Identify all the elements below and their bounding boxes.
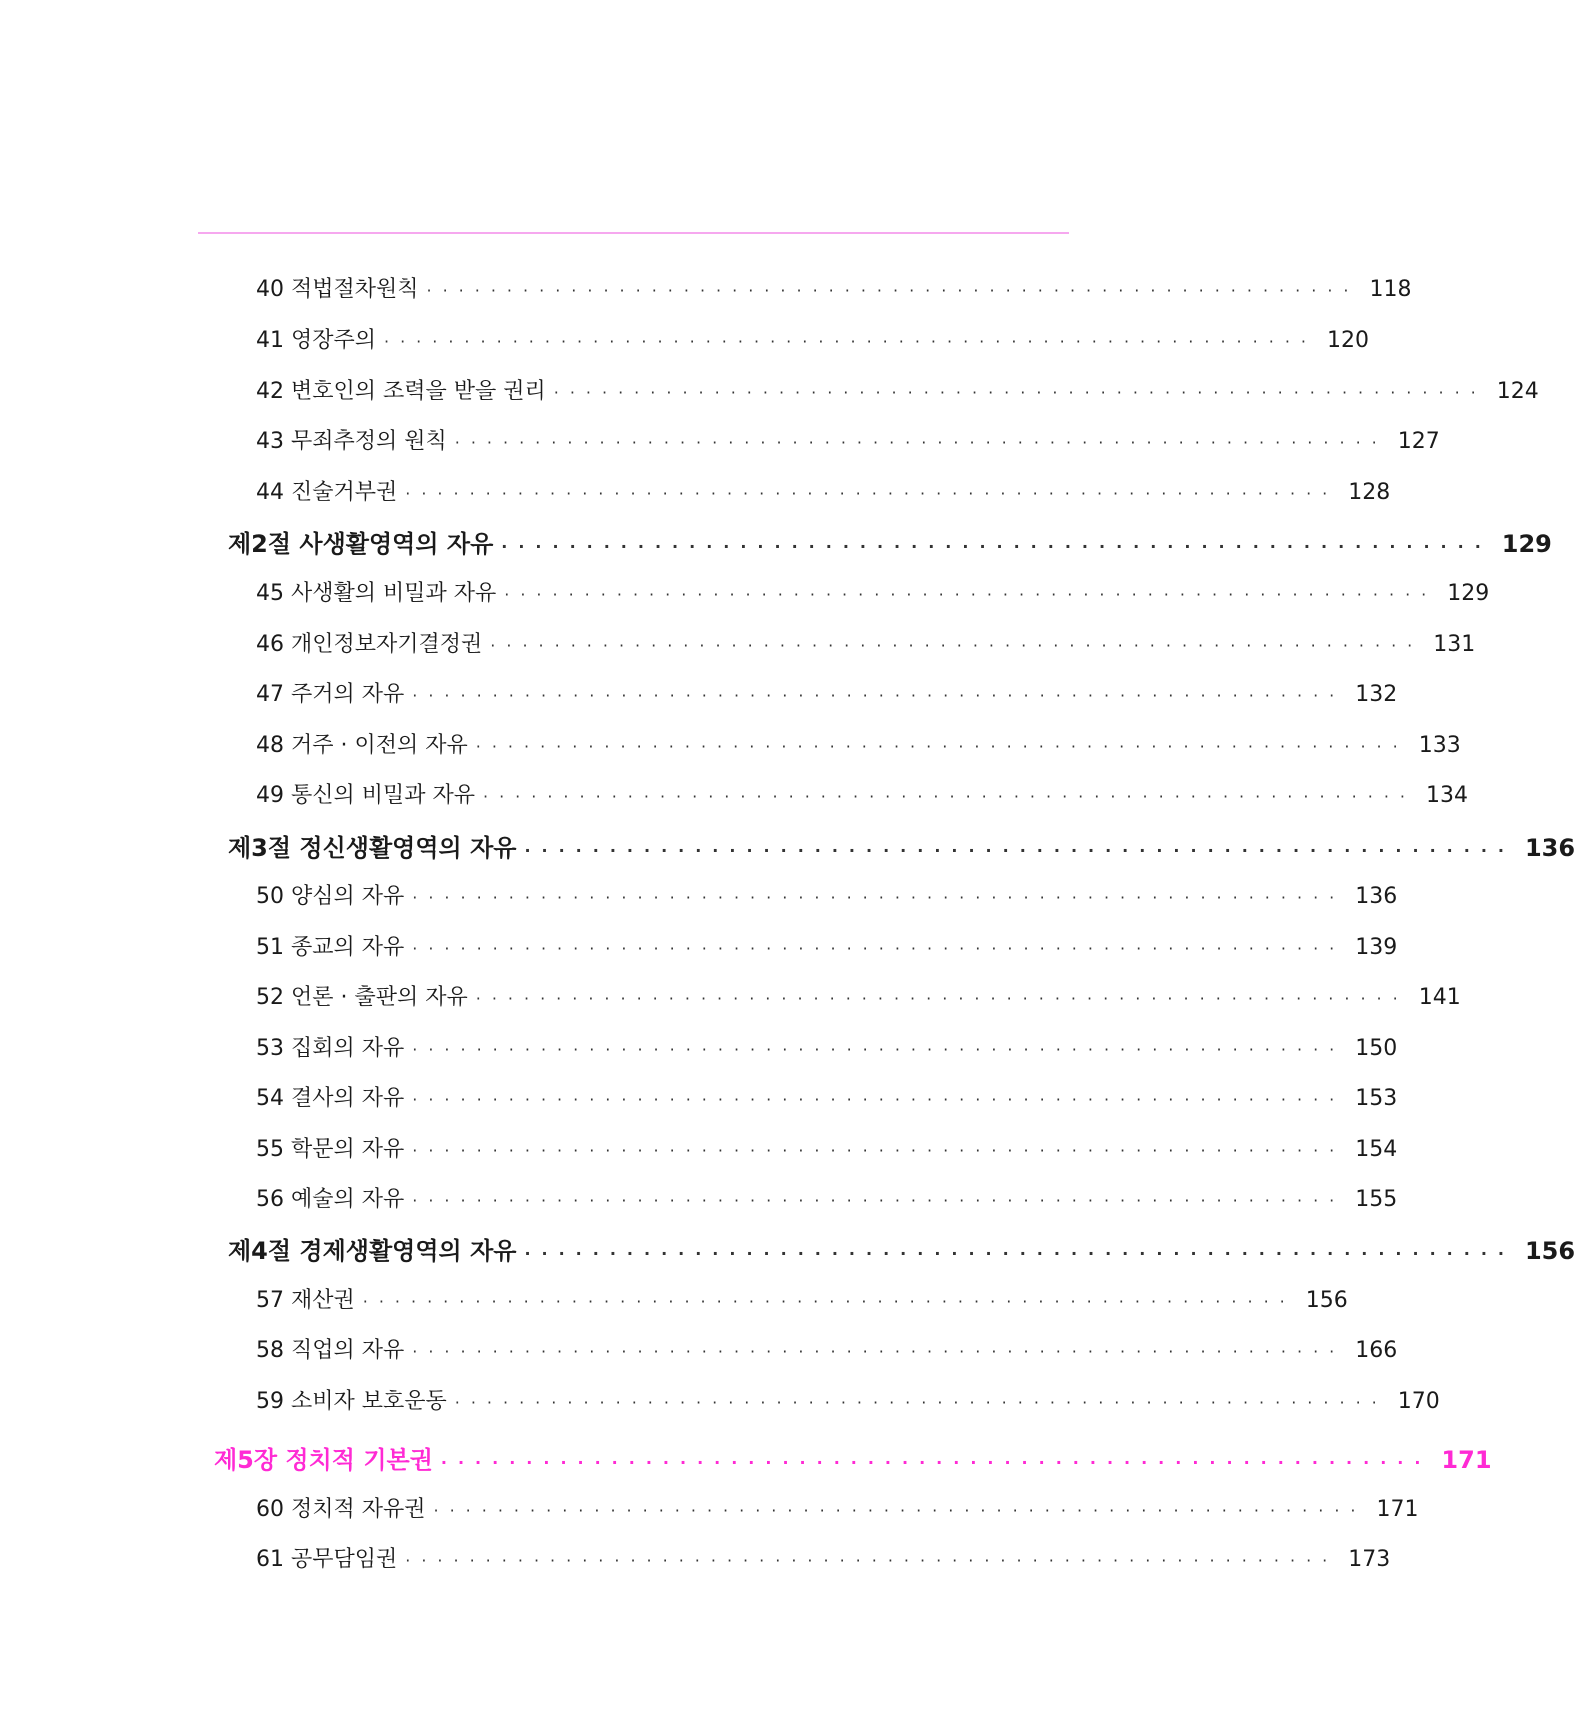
dot-leader: ··························································	[412, 1090, 1346, 1109]
toc-section-3[interactable]	[228, 828, 1575, 863]
toc-entry-page: 136	[1355, 884, 1398, 909]
toc-entry-page: 133	[1418, 733, 1461, 758]
toc-section-page: 156	[1524, 1237, 1575, 1265]
toc-section-2[interactable]	[228, 524, 1552, 559]
toc-section-page: 129	[1501, 530, 1552, 558]
toc-chapter-5[interactable]	[214, 1440, 1492, 1475]
header-rule	[198, 232, 1069, 234]
toc-entry-title: 55 학문의 자유	[256, 1137, 405, 1162]
toc-entry-42[interactable]	[256, 374, 1539, 405]
toc-section-page: 136	[1524, 834, 1575, 862]
toc-entry-page: 134	[1425, 783, 1468, 808]
dot-leader: ··························································	[412, 1141, 1346, 1160]
dot-leader: ··························································	[524, 1244, 1515, 1263]
toc-entry-page: 170	[1397, 1389, 1440, 1414]
toc-entry-title: 57 재산권	[256, 1288, 355, 1313]
toc-section-4[interactable]	[228, 1231, 1575, 1266]
dot-leader: ··························································	[475, 989, 1409, 1008]
toc-entry-54[interactable]	[256, 1081, 1398, 1112]
toc-entry-50[interactable]	[256, 879, 1398, 910]
toc-entry-44[interactable]	[256, 475, 1391, 506]
toc-entry-page: 124	[1496, 379, 1539, 404]
toc-entry-title: 43 무죄추정의 원칙	[256, 429, 447, 454]
toc-entry-page: 131	[1433, 632, 1476, 657]
dot-leader: ··························································	[412, 686, 1346, 705]
toc-entry-page: 132	[1355, 682, 1398, 707]
dot-leader: ··························································	[405, 484, 1339, 503]
toc-entry-61[interactable]	[256, 1542, 1391, 1573]
toc-entry-51[interactable]	[256, 930, 1398, 961]
toc-entry-55[interactable]	[256, 1132, 1398, 1163]
toc-entry-title: 42 변호인의 조력을 받을 권리	[256, 379, 546, 404]
toc-section-title: 제4절 경제생활영역의 자유	[228, 1237, 517, 1265]
dot-leader: ··························································	[412, 939, 1346, 958]
toc-entry-title: 51 종교의 자유	[256, 935, 405, 960]
toc-entry-57[interactable]	[256, 1283, 1348, 1314]
toc-entry-title: 48 거주 · 이전의 자유	[256, 733, 468, 758]
toc-entry-title: 40 적법절차원칙	[256, 277, 419, 302]
toc-entry-title: 60 정치적 자유권	[256, 1497, 426, 1522]
toc-entry-title: 56 예술의 자유	[256, 1187, 405, 1212]
toc-entry-page: 120	[1326, 328, 1369, 353]
toc-entry-48[interactable]	[256, 728, 1461, 759]
toc-entry-title: 58 직업의 자유	[256, 1338, 405, 1363]
toc-entry-60[interactable]	[256, 1492, 1419, 1523]
toc-entry-title: 47 주거의 자유	[256, 682, 405, 707]
toc-entry-title: 49 통신의 비밀과 자유	[256, 783, 475, 808]
toc-entry-page: 153	[1355, 1086, 1398, 1111]
toc-entry-page: 154	[1355, 1137, 1398, 1162]
toc-chapter-page: 171	[1441, 1446, 1492, 1474]
toc-entry-page: 118	[1369, 277, 1412, 302]
dot-leader: ··························································	[412, 1191, 1346, 1210]
toc-entry-59[interactable]	[256, 1384, 1440, 1415]
dot-leader: ··························································	[501, 537, 1492, 556]
dot-leader: ··························································	[553, 383, 1487, 402]
toc-entry-page: 128	[1348, 480, 1391, 505]
dot-leader: ··························································	[426, 281, 1360, 300]
toc-entry-page: 139	[1355, 935, 1398, 960]
toc-entry-53[interactable]	[256, 1031, 1398, 1062]
dot-leader: ··························································	[362, 1292, 1296, 1311]
toc-entry-page: 150	[1355, 1036, 1398, 1061]
toc-entry-title: 50 양심의 자유	[256, 884, 405, 909]
toc-entry-45[interactable]	[256, 576, 1490, 607]
toc-entry-46[interactable]	[256, 627, 1476, 658]
toc-entry-title: 52 언론 · 출판의 자유	[256, 985, 468, 1010]
dot-leader: ··························································	[490, 636, 1424, 655]
toc-section-title: 제2절 사생활영역의 자유	[228, 530, 494, 558]
toc-entry-title: 59 소비자 보호운동	[256, 1389, 447, 1414]
toc-entry-40[interactable]	[256, 272, 1412, 303]
dot-leader: ··························································	[524, 841, 1515, 860]
dot-leader: ··························································	[412, 1342, 1346, 1361]
toc-entry-43[interactable]	[256, 424, 1440, 455]
toc-entry-page: 166	[1355, 1338, 1398, 1363]
dot-leader: ··························································	[405, 1551, 1339, 1570]
toc-entry-47[interactable]	[256, 677, 1398, 708]
toc-entry-56[interactable]	[256, 1182, 1398, 1213]
toc-section-title: 제3절 정신생활영역의 자유	[228, 834, 517, 862]
toc-entry-page: 155	[1355, 1187, 1398, 1212]
dot-leader: ··························································	[454, 1393, 1388, 1412]
toc-entry-title: 41 영장주의	[256, 328, 376, 353]
toc-entry-title: 44 진술거부권	[256, 480, 398, 505]
toc-chapter-title: 제5장 정치적 기본권	[214, 1446, 433, 1474]
toc-entry-page: 156	[1305, 1288, 1348, 1313]
dot-leader: ··························································	[440, 1453, 1432, 1472]
toc-entry-41[interactable]	[256, 323, 1369, 354]
toc-entry-page: 173	[1348, 1547, 1391, 1572]
toc-entry-49[interactable]	[256, 778, 1468, 809]
toc-entry-title: 61 공무담임권	[256, 1547, 398, 1572]
toc-entry-title: 53 집회의 자유	[256, 1036, 405, 1061]
dot-leader: ··························································	[454, 433, 1388, 452]
toc-entry-page: 171	[1376, 1497, 1419, 1522]
dot-leader: ··························································	[433, 1501, 1367, 1520]
dot-leader: ··························································	[412, 888, 1346, 907]
toc-entry-page: 127	[1397, 429, 1440, 454]
dot-leader: ··························································	[483, 787, 1416, 806]
toc-entry-52[interactable]	[256, 980, 1461, 1011]
toc-entry-page: 141	[1418, 985, 1461, 1010]
toc-entry-title: 46 개인정보자기결정권	[256, 632, 483, 657]
toc-entry-title: 54 결사의 자유	[256, 1086, 405, 1111]
dot-leader: ··························································	[504, 585, 1438, 604]
dot-leader: ··························································	[384, 332, 1317, 351]
dot-leader: ··························································	[412, 1040, 1346, 1059]
toc-entry-58[interactable]	[256, 1333, 1398, 1364]
toc-entry-title: 45 사생활의 비밀과 자유	[256, 581, 497, 606]
dot-leader: ··························································	[475, 737, 1409, 756]
toc-entry-page: 129	[1447, 581, 1490, 606]
